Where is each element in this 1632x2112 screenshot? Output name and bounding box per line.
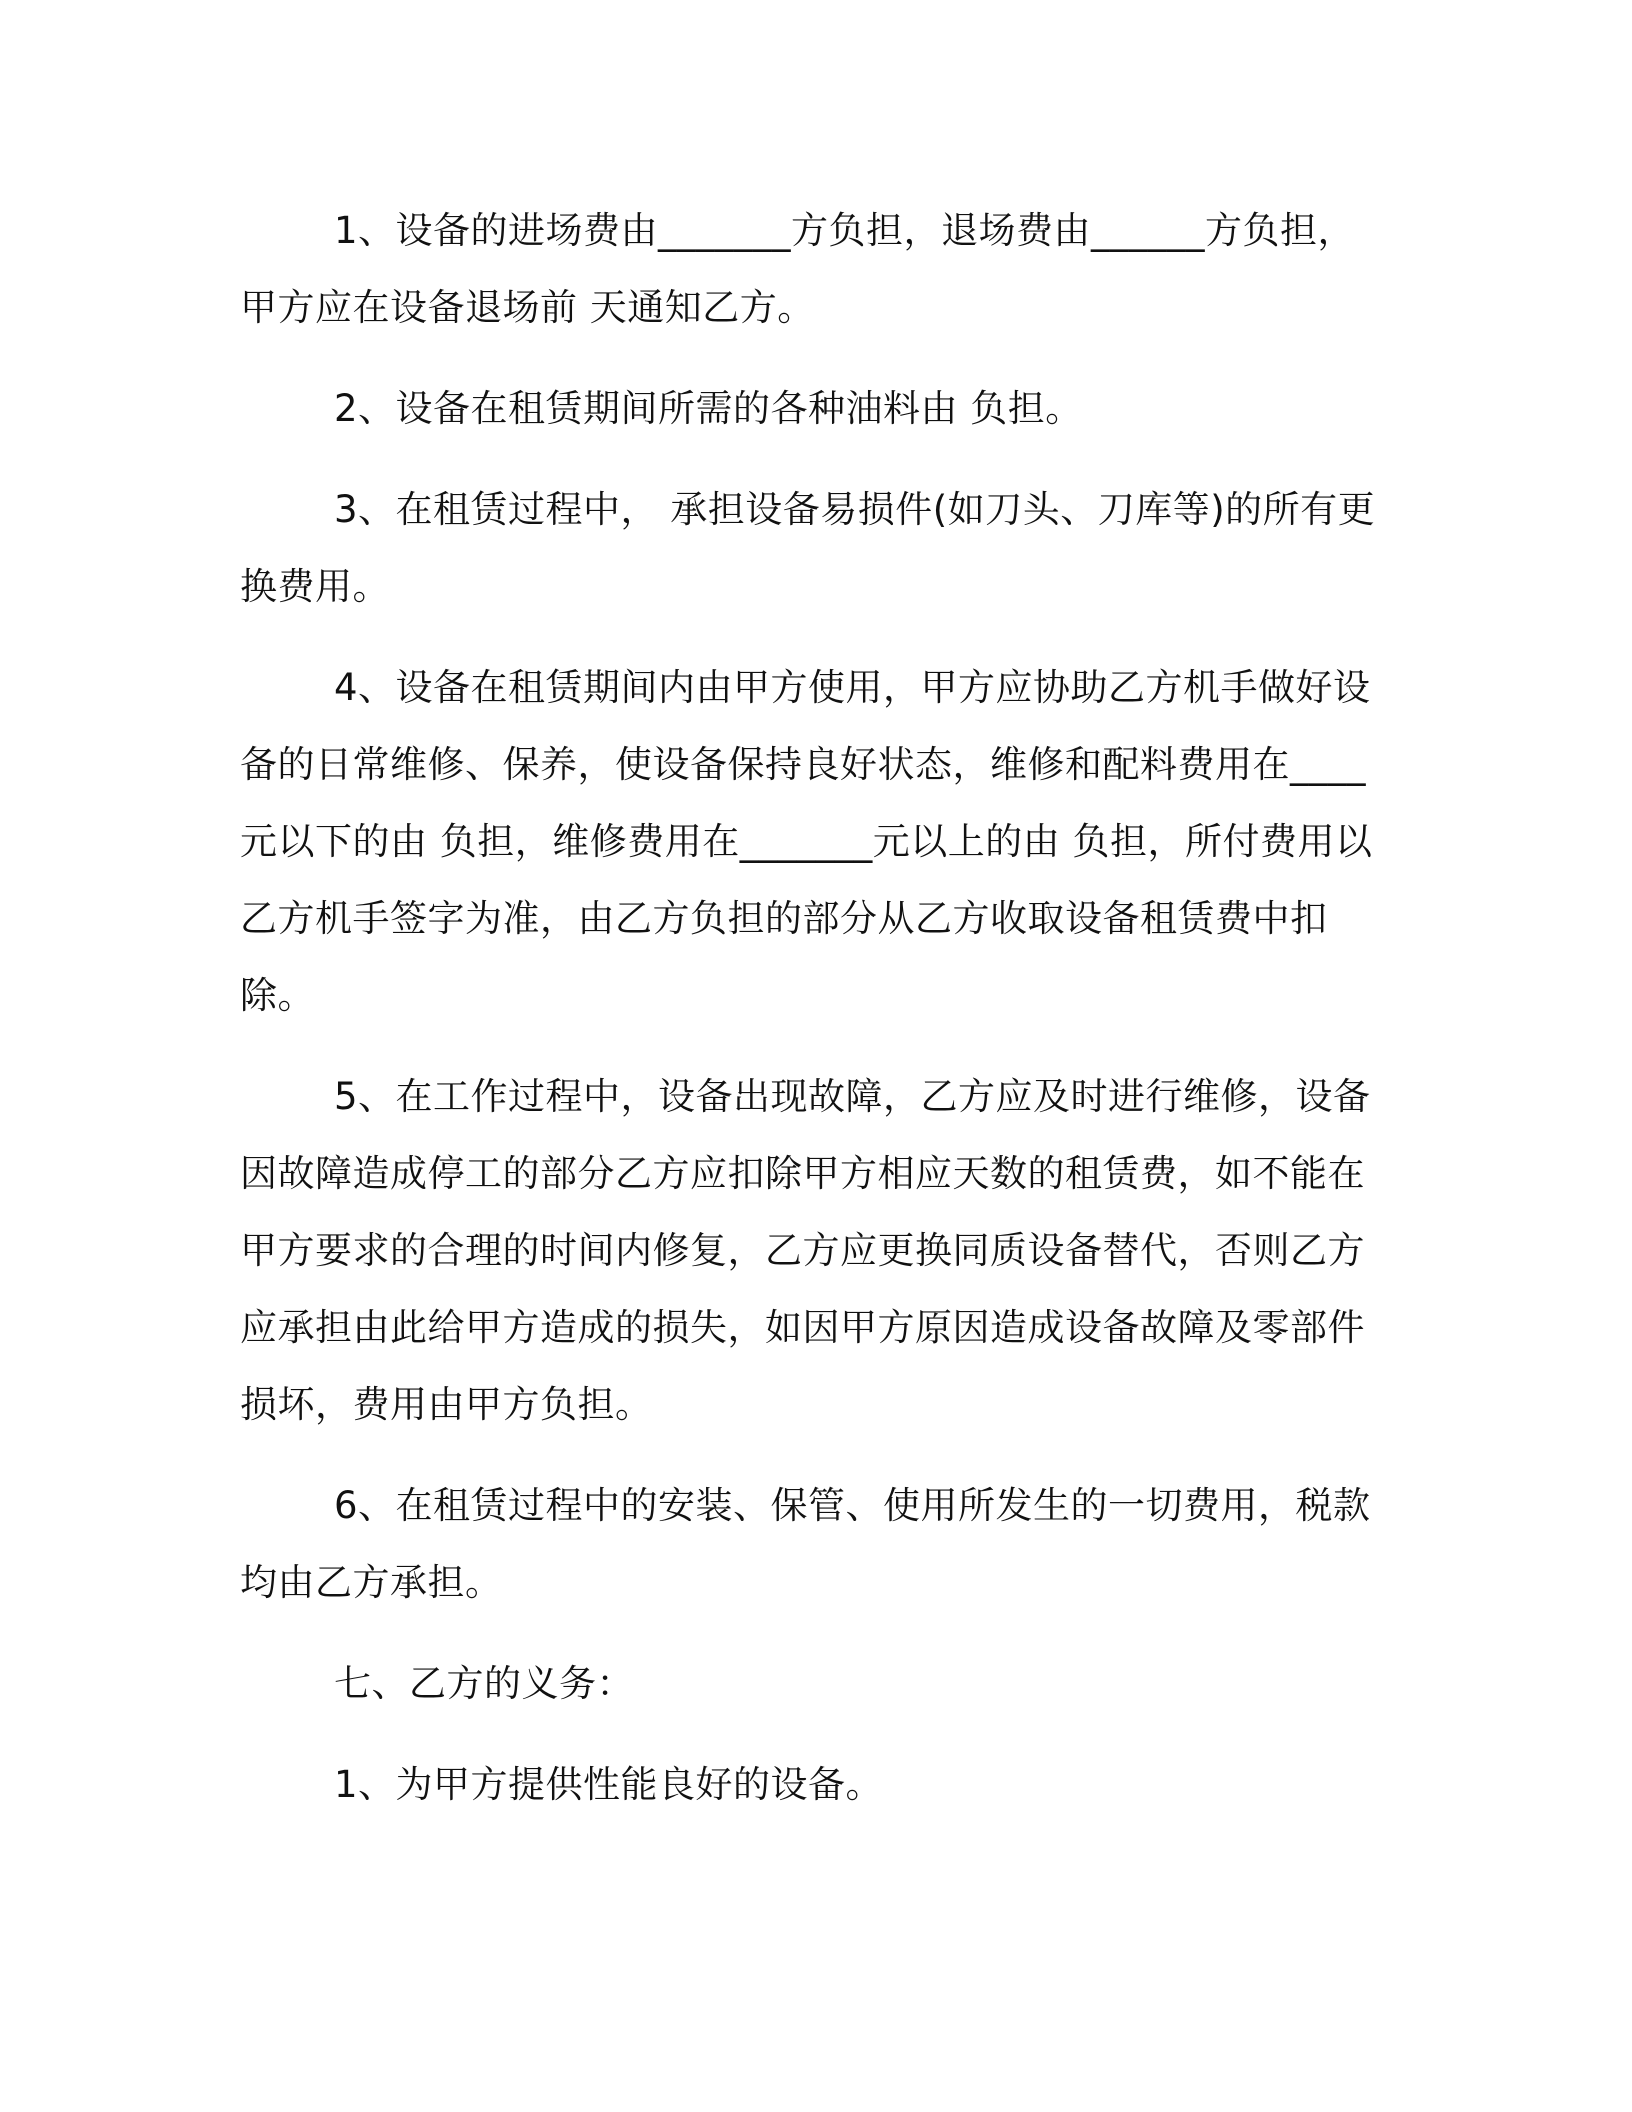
clause-6-installation-costs: 6、在租赁过程中的安装、保管、使用所发生的一切费用，税款均由乙方承担。: [240, 1484, 1371, 1604]
obligation-1-provide-equipment: 1、为甲方提供性能良好的设备。: [334, 1763, 884, 1806]
clause-4-maintenance: 4、设备在租赁期间内由甲方使用，甲方应协助乙方机手做好设备的日常维修、保养，使设备保持良好状态，维修和配料费用在____元以下的由 负担，维修费用在_______元以上的由 负担，所付费用以乙方机手签字为准，由乙方负担的部分从乙方收取设备租赁费中扣除。: [240, 666, 1373, 1017]
clause-5-breakdown: 5、在工作过程中，设备出现故障，乙方应及时进行维修，设备因故障造成停工的部分乙方应扣除甲方相应天数的租赁费，如不能在甲方要求的合理的时间内修复，乙方应更换同质设备替代，否则乙方应承担由此给甲方造成的损失，如因甲方原因造成设备故障及零部件损坏，费用由甲方负担。: [240, 1075, 1371, 1426]
clause-3-wear-parts: 3、在租赁过程中， 承担设备易损件(如刀头、刀库等)的所有更换费用。: [240, 488, 1376, 608]
document-body: [240, 192, 1376, 1847]
clause-1-entry-exit-fees: 1、设备的进场费由_______方负担，退场费由______方负担，甲方应在设备退场前 天通知乙方。: [240, 209, 1356, 329]
clause-2-fuel-costs: 2、设备在租赁期间所需的各种油料由 负担。: [334, 387, 1083, 430]
section-heading-party-b-obligations: 七、乙方的义务：: [334, 1662, 634, 1705]
